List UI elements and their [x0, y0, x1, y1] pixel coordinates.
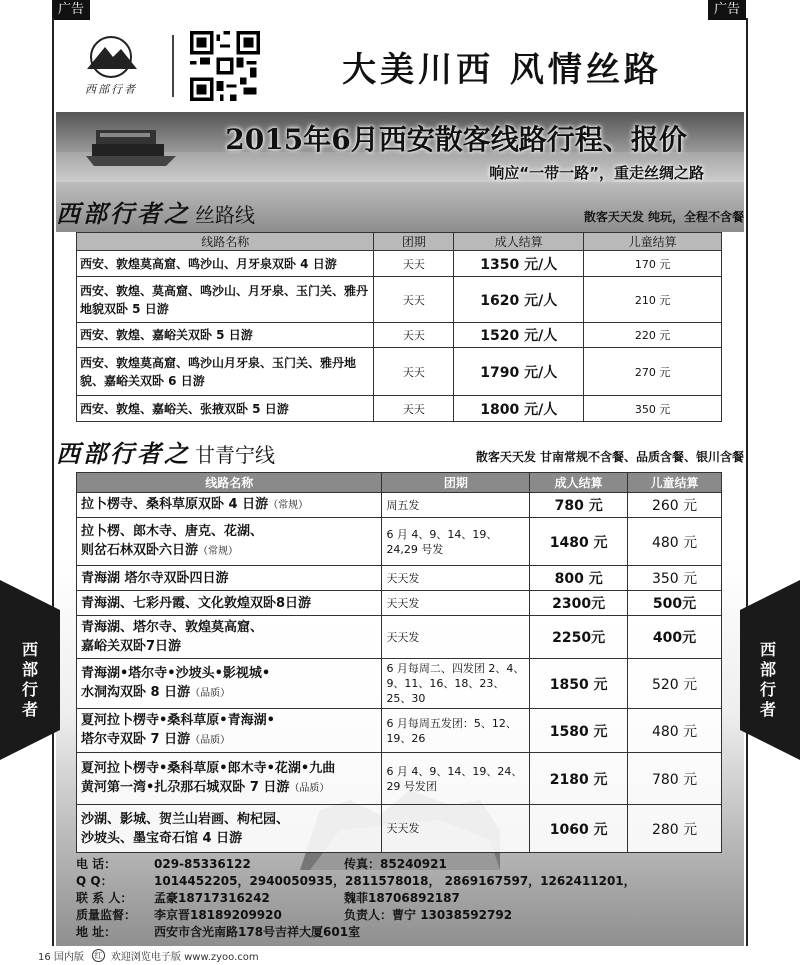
child-price: 350 元 [584, 396, 722, 422]
adult-price: 2250元 [530, 616, 628, 659]
child-price: 210 元 [584, 277, 722, 323]
banner-subtitle: 响应“一带一路”，重走丝绸之路 [489, 164, 704, 182]
route-tag: （品质） [190, 735, 231, 746]
route-name-line1: 青海湖•塔尔寺•沙坡头•影视城• [81, 666, 271, 681]
header-child: 儿童结算 [584, 233, 722, 251]
address-value: 西安市含光南路178号吉祥大厦601室 [154, 925, 361, 939]
route-period: 天天 [374, 396, 454, 422]
ad-header [56, 20, 744, 112]
qq-value: 1014452205，2940050935，2811578018， 2869167597，1262411201， [154, 874, 636, 888]
route-period: 周五发 [382, 493, 530, 518]
adult-price: 1790 元/人 [454, 348, 584, 396]
side-label-right: 西部行者 [759, 640, 776, 719]
responsible-label: 负责人： [344, 908, 393, 922]
header-period: 团期 [382, 473, 530, 493]
gansu-qinghai-ningxia-table [76, 472, 722, 853]
fax-value: 85240921 [380, 857, 447, 871]
contact-row-quality [76, 907, 736, 924]
table-row [77, 566, 722, 591]
route-period: 天天 [374, 348, 454, 396]
adult-price: 1520 元/人 [454, 323, 584, 348]
route-period: 天天发 [382, 616, 530, 659]
route-period: 天天 [374, 251, 454, 277]
section2-brand: 西部行者之 [56, 439, 191, 468]
phone-value: 029-85336122 [154, 857, 251, 871]
adult-price: 780 元 [530, 493, 628, 518]
contact-row-address [76, 924, 736, 941]
adult-price: 1060 元 [530, 805, 628, 853]
child-price: 170 元 [584, 251, 722, 277]
ad-label-right: 广告 [708, 0, 746, 20]
route-name [77, 616, 382, 659]
ad-label-left: 广告 [52, 0, 90, 20]
header-route: 线路名称 [77, 233, 374, 251]
route-period: 6 月 4、9、14、19、24,29 号发 [382, 518, 530, 566]
table-row [77, 493, 722, 518]
header-adult: 成人结算 [530, 473, 628, 493]
side-label-left: 西部行者 [21, 640, 38, 719]
adult-price: 2180 元 [530, 753, 628, 805]
route-name-line1: 青海湖、塔尔寺、敦煌莫高窟、 [81, 620, 264, 635]
contact-person-1: 孟豪18717316242 [154, 891, 270, 905]
route-name-line2: 黄河第一湾•扎尕那石城双卧 7 日游 [81, 780, 290, 795]
address-label: 地 址： [76, 925, 117, 939]
table-row [77, 396, 722, 422]
route-name [77, 753, 382, 805]
child-price: 480 元 [628, 518, 722, 566]
child-price: 270 元 [584, 348, 722, 396]
table-row [77, 591, 722, 616]
route-period: 天天 [374, 323, 454, 348]
table-row [77, 659, 722, 709]
route-name: 西安、敦煌、莫高窟、鸣沙山、月牙泉、玉门关、雅丹地貌双卧 5 日游 [77, 277, 374, 323]
ad-slogan: 大美川西 风情丝路 [342, 49, 662, 90]
quality-value: 李京晋18189209920 [154, 908, 282, 922]
adult-price: 2300元 [530, 591, 628, 616]
table-header [77, 473, 722, 493]
adult-price: 1850 元 [530, 659, 628, 709]
table-row [77, 616, 722, 659]
qq-label: Q Q： [76, 874, 113, 888]
route-name [77, 709, 382, 753]
boat-image [86, 122, 176, 170]
route-name: 西安、敦煌莫高窟、鸣沙山、月牙泉双卧 4 日游 [77, 251, 374, 277]
phone-label: 电 话： [76, 857, 117, 871]
route-tag: （品质） [190, 688, 231, 699]
contact-row-person [76, 890, 736, 907]
route-name-line2: 塔尔寺双卧 7 日游 [81, 732, 191, 747]
page-footer [0, 946, 800, 965]
adult-price: 1580 元 [530, 709, 628, 753]
contact-person-2: 魏菲18706892187 [344, 891, 460, 905]
header-period: 团期 [374, 233, 454, 251]
route-name-line1: 青海湖 塔尔寺双卧四日游 [81, 570, 229, 586]
route-name [77, 591, 382, 616]
route-name-line1: 夏河拉卜楞寺•桑科草原•郎木寺•花湖•九曲 [81, 761, 336, 776]
quality-label: 质量监督： [76, 908, 137, 922]
header-adult: 成人结算 [454, 233, 584, 251]
route-name [77, 566, 382, 591]
header-route: 线路名称 [77, 473, 382, 493]
table-row [77, 323, 722, 348]
route-period: 6 月每周二、四发团 2、4、9、11、16、18、23、25、30 [382, 659, 530, 709]
contact-row-qq [76, 873, 736, 890]
child-price: 780 元 [628, 753, 722, 805]
route-name: 西安、敦煌、嘉峪关、张掖双卧 5 日游 [77, 396, 374, 422]
route-name: 西安、敦煌、嘉峪关双卧 5 日游 [77, 323, 374, 348]
child-price: 480 元 [628, 709, 722, 753]
contact-info [76, 856, 736, 941]
table-row [77, 518, 722, 566]
route-name-line2: 则岔石林双卧六日游 [81, 543, 199, 558]
section2-note: 散客天天发 甘南常规不含餐、品质含餐、银川含餐 [475, 450, 744, 464]
route-name-line1: 青海湖、七彩丹霞、文化敦煌双卧8日游 [81, 595, 312, 611]
route-name [77, 659, 382, 709]
route-period: 天天发 [382, 566, 530, 591]
section2-heading [56, 434, 744, 469]
section1-title [56, 194, 255, 229]
child-price: 350 元 [628, 566, 722, 591]
adult-price: 1800 元/人 [454, 396, 584, 422]
route-period: 6 月每周五发团：5、12、19、26 [382, 709, 530, 753]
route-name [77, 805, 382, 853]
child-price: 400元 [628, 616, 722, 659]
silk-road-table [76, 232, 722, 422]
section1-name: 丝路线 [195, 203, 255, 227]
table-row [77, 753, 722, 805]
logo-text: 西部行者 [85, 83, 137, 96]
route-name-line2: 沙坡头、墨宝奇石馆 4 日游 [81, 830, 243, 846]
qr-code-icon [190, 31, 260, 101]
route-period: 天天发 [382, 805, 530, 853]
route-name-line1: 拉卜楞、郎木寺、唐克、花湖、 [81, 524, 264, 539]
child-price: 280 元 [628, 805, 722, 853]
header-child: 儿童结算 [628, 473, 722, 493]
table-header [77, 233, 722, 251]
table-row [77, 251, 722, 277]
route-name-line1: 拉卜楞寺、桑科草原双卧 4 日游 [81, 497, 269, 512]
mountain-logo-icon [79, 35, 143, 79]
contact-row-phone [76, 856, 736, 873]
route-name-line2: 水洞沟双卧 8 日游 [81, 685, 191, 700]
responsible-value: 曹宁 13038592792 [392, 908, 513, 922]
route-name [77, 493, 382, 518]
contact-label: 联 系 人： [76, 891, 133, 905]
footer-circle-icon: 红 [92, 949, 105, 962]
table-row [77, 277, 722, 323]
route-tag: （常规） [198, 546, 239, 557]
route-name [77, 518, 382, 566]
divider [172, 35, 174, 97]
route-name-line1: 沙湖、影城、贺兰山岩画、枸杞园、 [81, 811, 290, 827]
route-tag: （品质） [289, 783, 330, 794]
section2-title [56, 434, 275, 469]
child-price: 260 元 [628, 493, 722, 518]
adult-price: 1620 元/人 [454, 277, 584, 323]
section1-brand: 西部行者之 [56, 199, 191, 228]
route-period: 6 月 4、9、14、19、24、29 号发团 [382, 753, 530, 805]
section2-name: 甘青宁线 [195, 443, 275, 467]
table-row [77, 348, 722, 396]
route-name: 西安、敦煌莫高窟、鸣沙山月牙泉、玉门关、雅丹地貌、嘉峪关双卧 6 日游 [77, 348, 374, 396]
adult-price: 1350 元/人 [454, 251, 584, 277]
child-price: 220 元 [584, 323, 722, 348]
fax-label: 传真： [344, 857, 381, 871]
banner-title: 2015年6月西安散客线路行程、报价 [225, 123, 687, 156]
brand-logo [56, 26, 166, 106]
route-period: 天天发 [382, 591, 530, 616]
route-tag: （常规） [268, 500, 309, 511]
section1-note: 散客天天发 纯玩，全程不含餐 [583, 210, 744, 224]
child-price: 500元 [628, 591, 722, 616]
adult-price: 1480 元 [530, 518, 628, 566]
page-number: 16 国内版 [38, 952, 84, 963]
route-name-line1: 夏河拉卜楞寺•桑科草原•青海湖• [81, 713, 275, 728]
adult-price: 800 元 [530, 566, 628, 591]
table-row [77, 805, 722, 853]
section1-heading [56, 194, 744, 229]
table-row [77, 709, 722, 753]
footer-text: 欢迎浏览电子版 www.zyoo.com [110, 952, 259, 963]
child-price: 520 元 [628, 659, 722, 709]
route-name-line2: 嘉峪关双卧7日游 [81, 639, 182, 654]
route-period: 天天 [374, 277, 454, 323]
